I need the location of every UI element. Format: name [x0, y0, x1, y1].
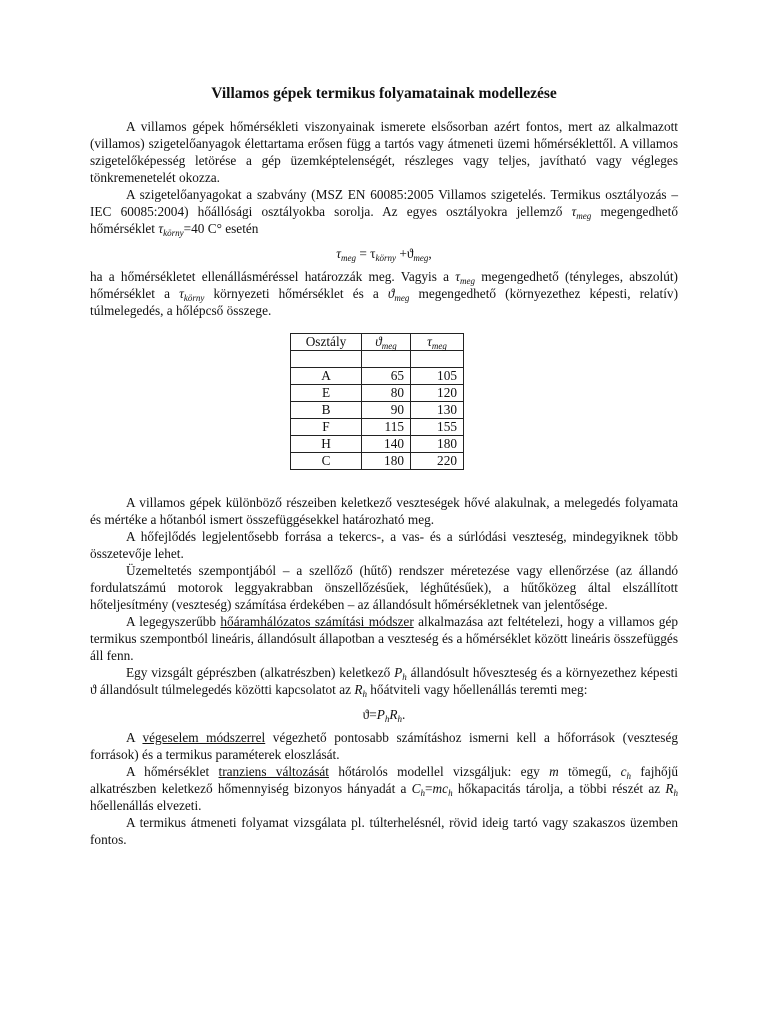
table-row: H 140 180 — [291, 436, 464, 453]
term-finite-element-method: végeselem módszerrel — [142, 730, 266, 745]
header-theta: $ϑ_{meg}$ — [362, 334, 411, 351]
paragraph-heat-sources: A hőfejlődés legjelentősebb forrása a tekercs-, a vas- és a súrlódási veszteség, mindegyiknek több összetevője lehet. — [90, 529, 678, 561]
header-tau: $\tau_{meg}$ — [411, 334, 464, 351]
paragraph-losses: A villamos gépek különböző részeiben keletkező veszteségek hővé alakulnak, a melegedés folyamata és mértéke a hőtanból ismert összefüggésekkel határozható meg. — [90, 495, 678, 527]
table-row: A 65 105 — [291, 368, 464, 385]
paragraph-overload: A termikus átmeneti folyamat vizsgálata pl. túlterhelésnél, rövid ideig tartó vagy szakaszos üzemben fontos. — [90, 815, 678, 847]
term-heat-network-method: hőáramhálózatos számítási módszer — [220, 614, 414, 629]
insulation-class-table — [290, 333, 464, 470]
table-row: B 90 130 — [291, 402, 464, 419]
paragraph-standard: A szigetelőanyagokat a szabvány (MSZ EN 60085:2005 Villamos szigetelés. Termikus osztályozás – IEC 60085:2004) hőállósági osztályokba sorolja. Az egyes osztályokra jellemző $\tau_{meg}$ megengedhető hőmérséklet $\tau_{körny}=40$ C° esetén — [90, 187, 678, 238]
paragraph-intro: A villamos gépek hőmérsékleti viszonyainak ismerete elsősorban azért fontos, mert az alkalmazott (villamos) szigetelőanyagok élettartama erősen függ a tartós vagy átmeneti üzemi hőmérséklettől. A villamos szigetelőképesség letörése a gép üzemképtelenségét, részleges vagy teljes, javítható vagy végleges tönkremenetelét okozza. — [90, 119, 678, 185]
header-class: Osztály — [291, 334, 362, 351]
paragraph-operation: Üzemeltetés szempontjából – a szellőző (hűtő) rendszer méretezése vagy ellenőrzése (az állandó fordulatszámú motorok leggyakrabban önszellőzésűek, léghűtésűek), a hűtőközeg által elszállított hőteljesítmény (veszteség) számítása érdekében – az állandósult hőmérsékletnek van jelentősége. — [90, 563, 678, 612]
table-spacer-row — [291, 351, 464, 368]
paragraph-finite-element: A végeselem módszerrel végezhető pontosabb számításhoz ismerni kell a hőforrások (veszteség források) és a termikus paraméterek eloszlását. — [90, 730, 679, 762]
paragraph-heat-network: A legegyszerűbb hőáramhálózatos számítási módszer alkalmazása azt feltételezi, hogy a villamos gép termikus szempontból lineáris, állandósult állapotban a veszteség és a hőmérséklet között lineáris összefüggés áll fenn. — [90, 614, 678, 663]
paragraph-thermal-resistance: Egy vizsgált géprészben (alkatrészben) keletkező $P_h$ állandósult hőveszteség és a környezethez képesti ϑ állandósult túlmelegedés közötti kapcsolatot az $R_h$ hőátviteli vagy hőellenállás teremti meg: — [90, 665, 679, 699]
equation-tau: $\tau_{meg} = \tau_{körny} +ϑ_{meg}$, — [336, 246, 432, 263]
paragraph-explanation: ha a hőmérsékletet ellenállásméréssel határozzák meg. Vagyis a $\tau_{meg}$ megengedhető (tényleges, abszolút) hőmérséklet a $\tau_{körny}$ környezeti hőmérséklet és a $ϑ_{meg}$ megengedhető (környezethez képesti, relatív) túlmelegedés, a hőlépcső összege. — [90, 269, 678, 318]
table-row: F 115 155 — [291, 419, 464, 436]
equation-theta: $ϑ=P_hR_h$. — [362, 707, 406, 724]
document-title: Villamos gépek termikus folyamatainak modellezése — [211, 85, 557, 102]
table-row: E 80 120 — [291, 385, 464, 402]
document-page — [90, 84, 678, 848]
term-transient-change: tranziens változását — [218, 764, 329, 779]
paragraph-transient: A hőmérséklet tranziens változását hőtárolós modellel vizsgáljuk: egy m tömegű, $c_h$ fajhőjű alkatrészben keletkező hőmennyiség bizonyos hányadát a $C_h=mc_h$ hőkapacitás tárolja, a többi részét az $R_h$ hőellenállás elvezeti. — [90, 764, 679, 813]
table-row: C 180 220 — [291, 453, 464, 470]
table-header-row — [291, 334, 464, 351]
